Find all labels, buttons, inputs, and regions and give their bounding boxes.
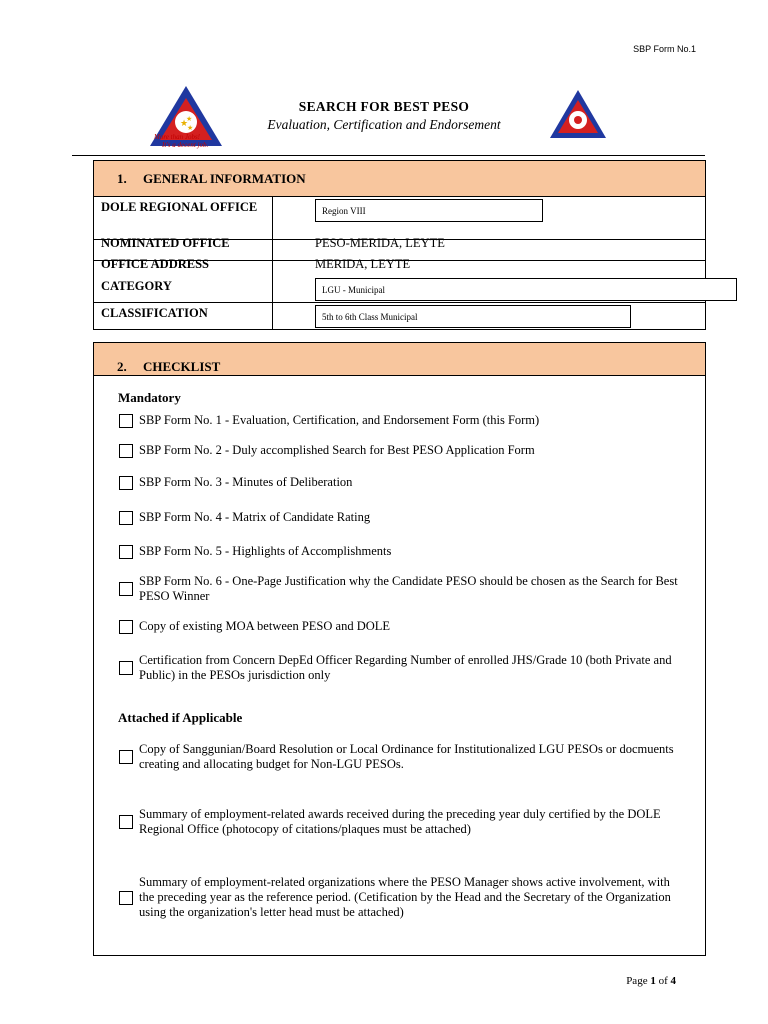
- checklist-item-text: Summary of employment-related organizations where the PESO Manager shows active involvement, with the preceding year as the reference period. (Cetification by the Head and the Secretary of the Organization using the organization's letter head must be attached): [139, 875, 671, 919]
- checklist-item-text: Copy of existing MOA between PESO and DOLE: [139, 619, 391, 633]
- nominated-office-value: PESO-MERIDA, LEYTE: [315, 236, 445, 250]
- checklist-item: [119, 807, 679, 837]
- logo-tagline: More than Jobs! It's a decent job.: [154, 133, 209, 149]
- checkbox[interactable]: [119, 582, 133, 596]
- checklist-item: [119, 413, 679, 428]
- checklist-item-text: SBP Form No. 2 - Duly accomplished Search for Best PESO Application Form: [139, 443, 535, 457]
- general-information-header: [94, 161, 705, 197]
- checkbox[interactable]: [119, 750, 133, 764]
- checklist-item-text: Certification from Concern DepEd Officer Regarding Number of enrolled JHS/Grade 10 (both Private and Public) in the PESOs jurisdiction only: [139, 653, 672, 682]
- form-number: SBP Form No.1: [633, 44, 696, 54]
- office-address-value: MERIDA, LEYTE: [315, 257, 411, 271]
- checklist-item: [119, 619, 679, 634]
- page-title: SEARCH FOR BEST PESO: [298, 99, 470, 114]
- checklist-item-text: SBP Form No. 3 - Minutes of Deliberation: [139, 475, 353, 489]
- mandatory-heading: Mandatory: [118, 390, 181, 405]
- checkbox[interactable]: [119, 815, 133, 829]
- checkbox[interactable]: [119, 444, 133, 458]
- table-column-divider: [272, 196, 273, 329]
- page-number: Page 1 of 4: [626, 975, 676, 987]
- checkbox[interactable]: [119, 414, 133, 428]
- page-subtitle: Evaluation, Certification and Endorsement: [267, 117, 501, 132]
- checklist-item-text: Copy of Sanggunian/Board Resolution or Local Ordinance for Institutionalized LGU PESOs or docmuents creating and allocating budget for Non-LGU PESOs.: [139, 742, 674, 771]
- checkbox[interactable]: [119, 661, 133, 675]
- checklist-item: [119, 653, 679, 683]
- svg-text:★: ★: [180, 119, 189, 129]
- label-dole-regional-office: DOLE REGIONAL OFFICE: [101, 200, 258, 214]
- label-office-address: OFFICE ADDRESS: [101, 257, 210, 271]
- applicable-heading: Attached if Applicable: [118, 710, 243, 725]
- header-divider: [72, 155, 705, 156]
- label-nominated-office: NOMINATED OFFICE: [101, 236, 230, 250]
- checkbox[interactable]: [119, 620, 133, 634]
- general-information-section: [93, 160, 706, 330]
- classification-field[interactable]: 5th to 6th Class Municipal: [315, 305, 631, 328]
- checklist-item: [119, 544, 679, 559]
- checklist-item: [119, 475, 679, 490]
- dole-logo-right: [548, 88, 608, 142]
- checklist-item-text: SBP Form No. 6 - One-Page Justification why the Candidate PESO should be chosen as the Search for Best PESO Winner: [139, 574, 678, 603]
- checklist-item: [119, 574, 679, 604]
- category-field[interactable]: LGU - Municipal: [315, 278, 737, 301]
- checkbox[interactable]: [119, 891, 133, 905]
- checklist-item-text: SBP Form No. 1 - Evaluation, Certification, and Endorsement Form (this Form): [139, 413, 540, 427]
- dole-regional-office-field[interactable]: Region VIII: [315, 199, 543, 222]
- checklist-item: [119, 875, 679, 920]
- checklist-header: [94, 343, 705, 376]
- label-category: CATEGORY: [101, 279, 172, 293]
- svg-text:★: ★: [186, 115, 193, 123]
- general-information-heading: 1. GENERAL INFORMATION: [117, 171, 306, 186]
- checklist-item-text: SBP Form No. 5 - Highlights of Accomplishments: [139, 544, 392, 558]
- svg-text:★: ★: [187, 124, 194, 132]
- checkbox[interactable]: [119, 511, 133, 525]
- checkbox[interactable]: [119, 545, 133, 559]
- checklist-section: [93, 342, 706, 956]
- checklist-item: [119, 742, 679, 772]
- checklist-item-text: SBP Form No. 4 - Matrix of Candidate Rating: [139, 510, 371, 524]
- label-classification: CLASSIFICATION: [101, 306, 208, 320]
- row-divider: [94, 302, 705, 303]
- checklist-heading: 2. CHECKLIST: [117, 359, 221, 374]
- checkbox[interactable]: [119, 476, 133, 490]
- checklist-item-text: Summary of employment-related awards received during the preceding year duly certified by the DOLE Regional Office (photocopy of citations/plaques must be attached): [139, 807, 661, 836]
- checklist-item: [119, 510, 679, 525]
- checklist-item: [119, 443, 679, 458]
